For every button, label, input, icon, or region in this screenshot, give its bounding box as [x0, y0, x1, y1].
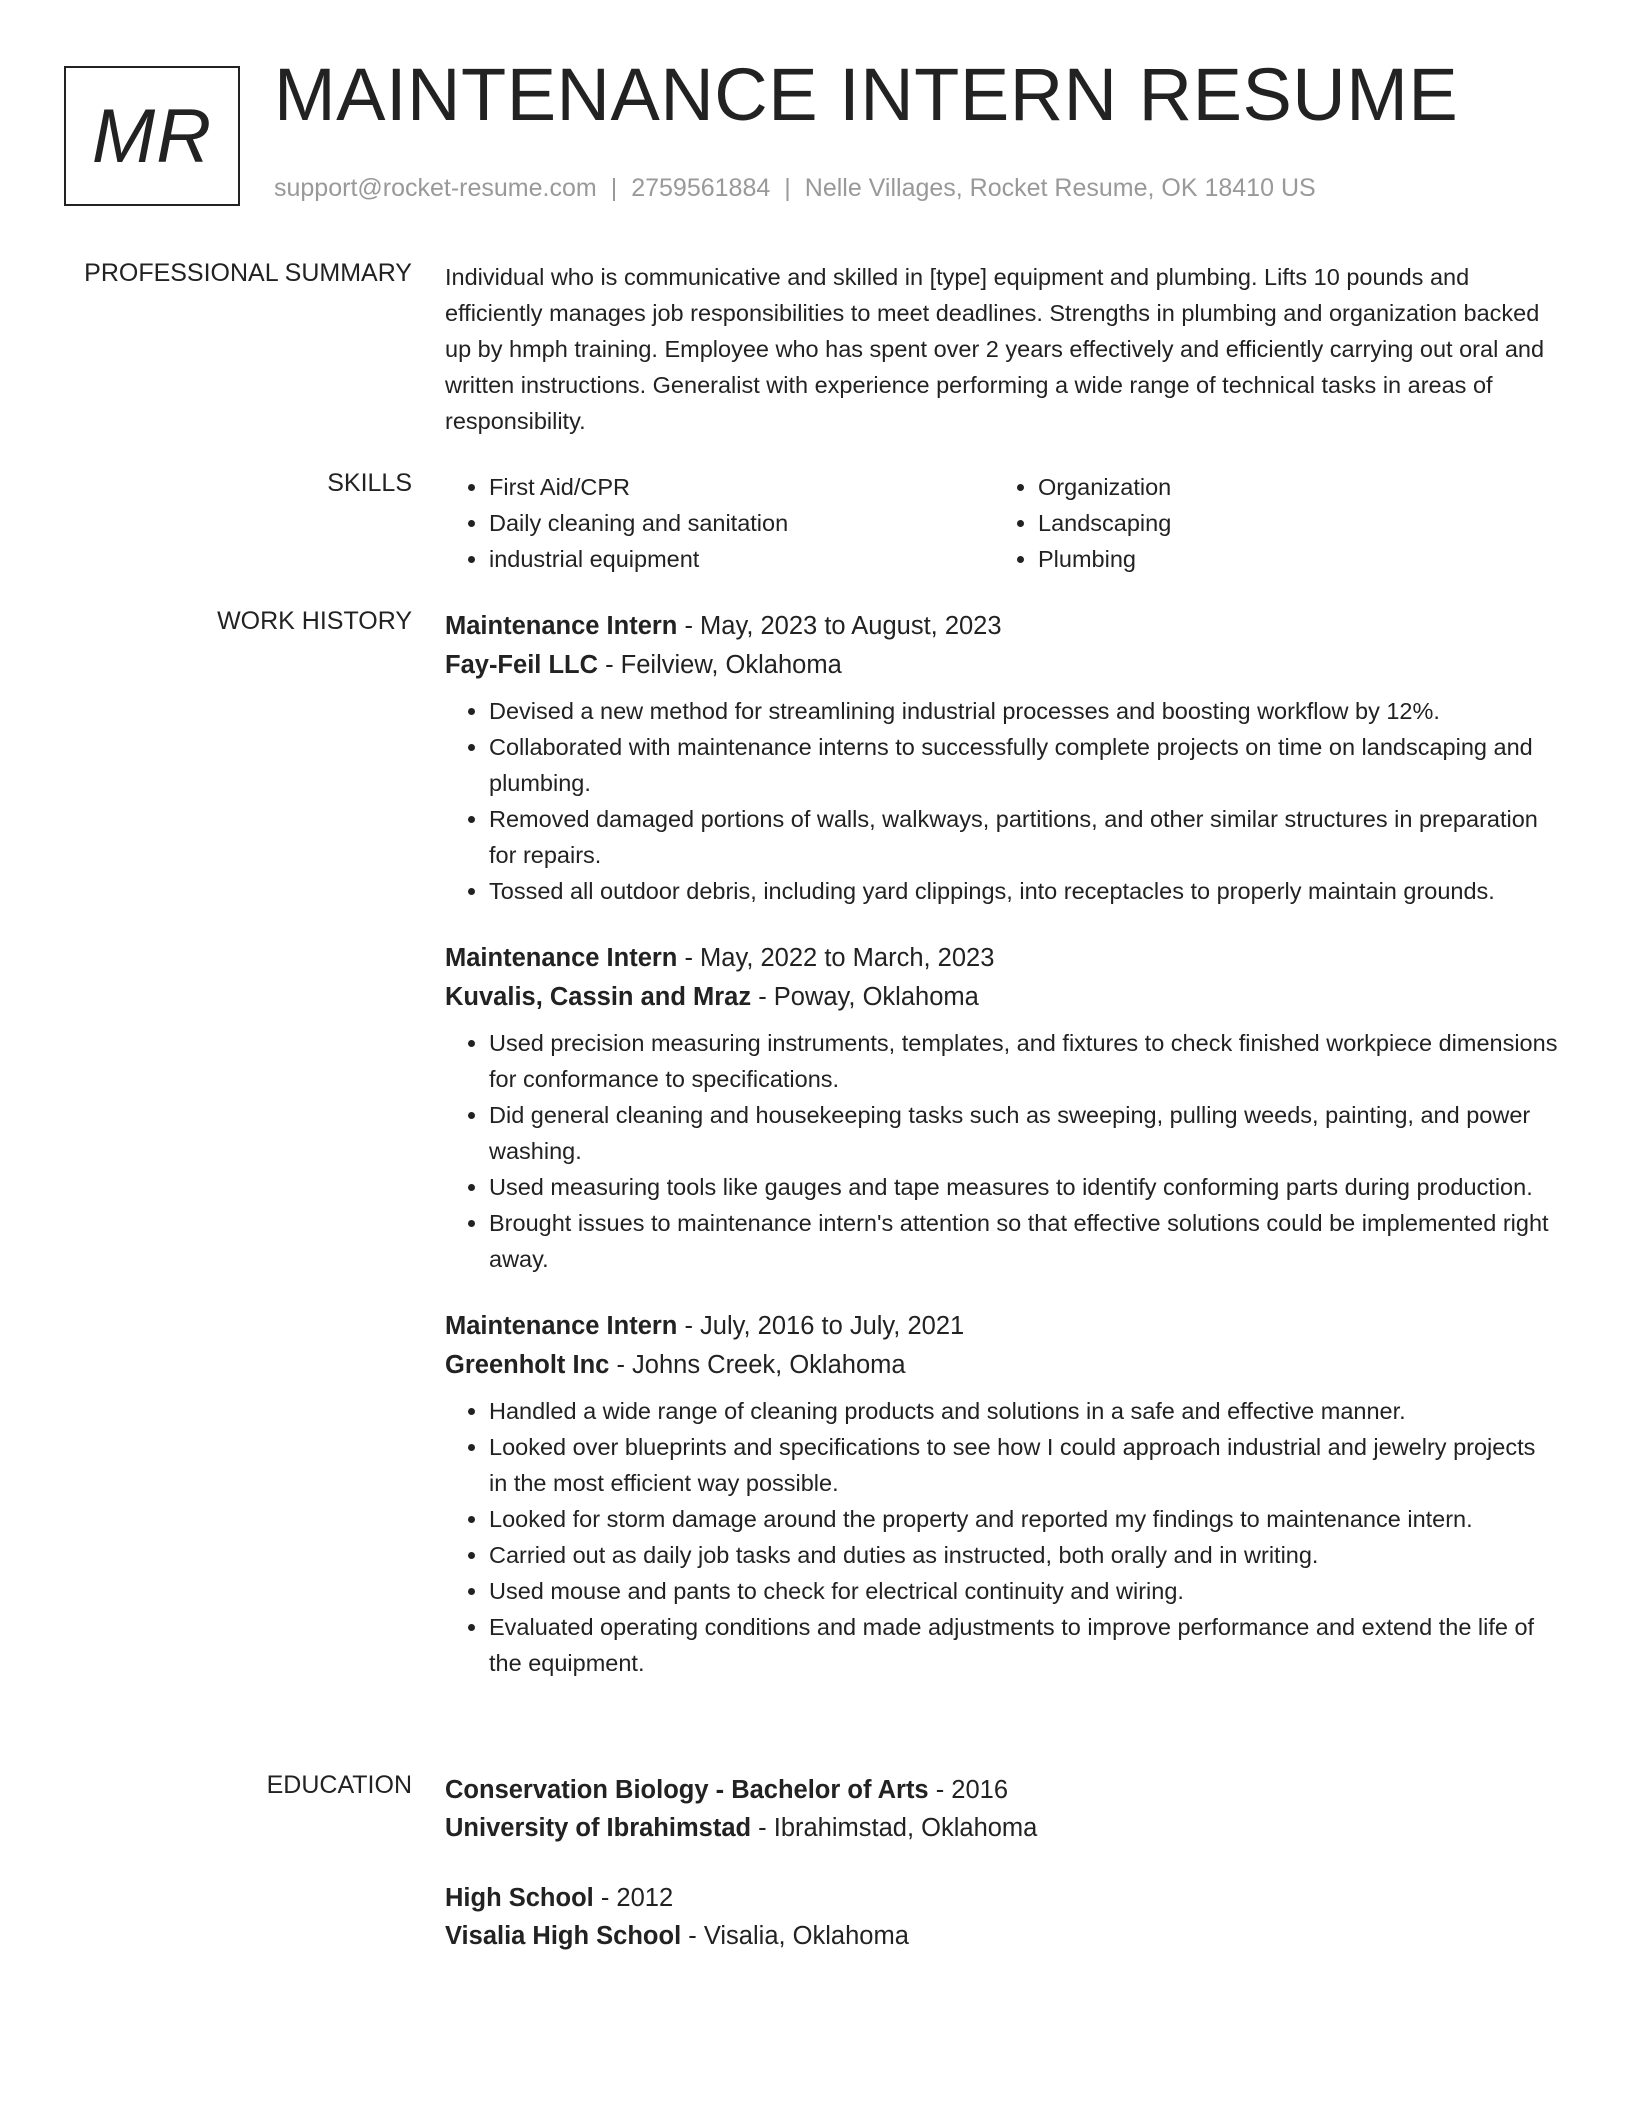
contact-separator: | [610, 174, 618, 202]
skill-item: • Organization [1038, 469, 1543, 505]
job-entry [445, 1307, 1560, 1681]
job-bullet: • Removed damaged portions of walls, walkways, partitions, and other similar structures in preparation for repairs. [489, 801, 1560, 873]
job-bullets [445, 1393, 1560, 1681]
job-bullet: • Handled a wide range of cleaning products and solutions in a safe and effective manner. [489, 1393, 1560, 1429]
job-company-line [445, 646, 1560, 685]
skills-column-right [994, 469, 1543, 577]
job-bullet: • Looked for storm damage around the property and reported my findings to maintenance intern. [489, 1501, 1560, 1537]
job-dates: - July, 2016 to July, 2021 [677, 1312, 965, 1340]
contact-email: support@rocket-resume.com [274, 174, 597, 202]
education-entry [445, 1771, 1560, 1847]
education-degree: High School [445, 1884, 594, 1912]
job-company-line [445, 1346, 1560, 1385]
contact-phone: 2759561884 [631, 174, 771, 202]
job-company: Greenholt Inc [445, 1351, 610, 1379]
job-title-line [445, 939, 1560, 978]
job-bullet: • Devised a new method for streamlining industrial processes and boosting workflow by 12%. [489, 693, 1560, 729]
job-title-line [445, 607, 1560, 646]
education-school-line [445, 1917, 1560, 1955]
skill-item: • First Aid/CPR [489, 469, 994, 505]
skills-column-left [445, 469, 994, 577]
education-degree-line [445, 1771, 1560, 1809]
job-bullet: • Evaluated operating conditions and made adjustments to improve performance and extend the life of the equipment. [489, 1609, 1560, 1681]
job-bullets [445, 693, 1560, 909]
summary-body [445, 259, 1560, 439]
education-school-line [445, 1809, 1560, 1847]
skill-item: • Landscaping [1038, 505, 1543, 541]
job-dates: - May, 2022 to March, 2023 [677, 944, 995, 972]
education-body [445, 1771, 1560, 1987]
job-entry [445, 939, 1560, 1277]
job-location: - Johns Creek, Oklahoma [609, 1351, 906, 1379]
job-title-line [445, 1307, 1560, 1346]
education-school: Visalia High School [445, 1922, 682, 1950]
resume-title: MAINTENANCE INTERN RESUME [274, 53, 1459, 136]
contact-separator: | [784, 174, 791, 202]
job-bullet: • Used mouse and pants to check for electrical continuity and wiring. [489, 1573, 1560, 1609]
job-bullets [445, 1025, 1560, 1277]
job-bullet: • Tossed all outdoor debris, including yard clippings, into receptacles to properly maintain grounds. [489, 873, 1560, 909]
job-bullet: • Collaborated with maintenance interns to successfully complete projects on time on landscaping and plumbing. [489, 729, 1560, 801]
job-entry [445, 607, 1560, 909]
job-bullet: • Used precision measuring instruments, templates, and fixtures to check finished workpiece dimensions for conformance to specifications. [489, 1025, 1560, 1097]
job-title: Maintenance Intern [445, 944, 678, 972]
education-location: - Ibrahimstad, Oklahoma [751, 1814, 1038, 1842]
education-degree-line [445, 1879, 1560, 1917]
summary-heading: PROFESSIONAL SUMMARY [84, 259, 412, 287]
education-year: - 2012 [593, 1884, 674, 1912]
education-year: - 2016 [928, 1776, 1009, 1804]
job-title: Maintenance Intern [445, 612, 678, 640]
skill-item: • Plumbing [1038, 541, 1543, 577]
education-school: University of Ibrahimstad [445, 1814, 752, 1842]
education-location: - Visalia, Oklahoma [681, 1922, 909, 1950]
skills-heading: SKILLS [327, 469, 412, 497]
skills-list [445, 469, 1560, 577]
education-entry [445, 1879, 1560, 1955]
summary-text: Individual who is communicative and skilled in [type] equipment and plumbing. Lifts 10 pounds and efficiently manages job responsibilities to meet deadlines. Strengths in plumbing and organization backed up by hmph training. Employee who has spent over 2 years effectively and efficiently carrying out oral and written instructions. Generalist with experience performing a wide range of technical tasks in areas of responsibility. [445, 264, 1545, 434]
job-location: - Poway, Oklahoma [751, 983, 979, 1011]
job-dates: - May, 2023 to August, 2023 [677, 612, 1002, 640]
job-company-line [445, 978, 1560, 1017]
job-bullet: • Carried out as daily job tasks and duties as instructed, both orally and in writing. [489, 1537, 1560, 1573]
job-bullet: • Looked over blueprints and specifications to see how I could approach industrial and jewelry projects in the most efficient way possible. [489, 1429, 1560, 1501]
job-bullet: • Brought issues to maintenance intern's attention so that effective solutions could be implemented right away. [489, 1205, 1560, 1277]
work-heading: WORK HISTORY [217, 607, 412, 635]
education-degree: Conservation Biology - Bachelor of Arts [445, 1776, 929, 1804]
monogram-initials: MR [91, 93, 213, 179]
job-company: Kuvalis, Cassin and Mraz [445, 983, 752, 1011]
job-bullet: • Did general cleaning and housekeeping tasks such as sweeping, pulling weeds, painting, and power washing. [489, 1097, 1560, 1169]
job-location: - Feilview, Oklahoma [598, 651, 842, 679]
contact-address: Nelle Villages, Rocket Resume, OK 18410 US [804, 174, 1316, 202]
skill-item: • Daily cleaning and sanitation [489, 505, 994, 541]
education-heading: EDUCATION [266, 1771, 412, 1799]
contact-line [274, 174, 1316, 203]
job-title: Maintenance Intern [445, 1312, 678, 1340]
job-company: Fay-Feil LLC [445, 651, 599, 679]
work-body [445, 607, 1560, 1711]
monogram-logo [64, 66, 240, 206]
skill-item: • industrial equipment [489, 541, 994, 577]
job-bullet: • Used measuring tools like gauges and tape measures to identify conforming parts during production. [489, 1169, 1560, 1205]
